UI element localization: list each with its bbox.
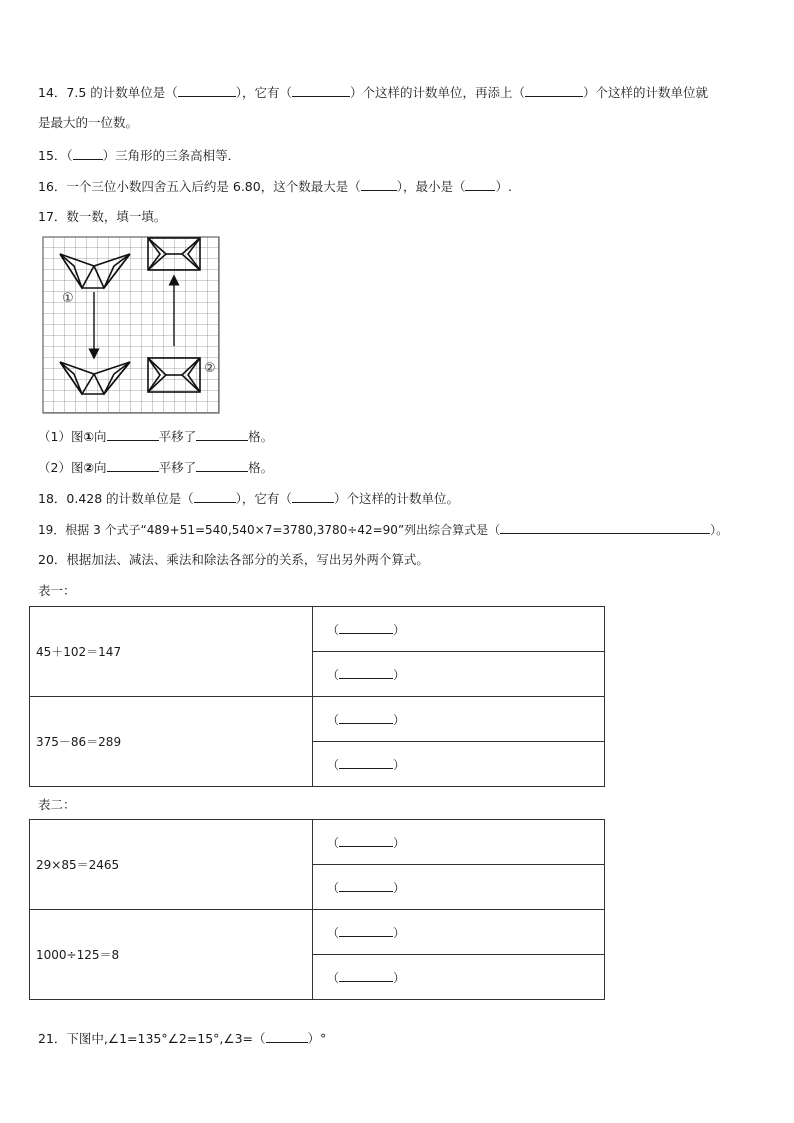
table2-answer-1a[interactable] — [313, 820, 605, 865]
table1-equation-1: 45＋102＝147 — [30, 607, 313, 697]
open-paren: （ — [327, 713, 340, 727]
q17-sub2-num: ② — [83, 460, 95, 475]
answer-blank[interactable] — [339, 878, 393, 892]
open-paren: （ — [327, 623, 340, 637]
close-paren: ） — [393, 926, 406, 940]
open-paren: （ — [327, 881, 340, 895]
answer-blank[interactable] — [339, 710, 393, 724]
question-17-sub1 — [38, 427, 273, 446]
answer-blank[interactable] — [339, 833, 393, 847]
q14-text-2: ），它有（ — [235, 85, 293, 100]
q14-text-4: ）个这样的计数单位就 — [583, 85, 709, 100]
table1-label: 表一： — [38, 583, 76, 598]
question-18 — [38, 489, 459, 508]
answer-blank[interactable] — [339, 665, 393, 679]
open-paren: （ — [327, 926, 340, 940]
question-16 — [38, 177, 512, 196]
q21-text-1: 21．下图中,∠1=135°∠2=15°,∠3=（ — [38, 1031, 266, 1046]
q16-blank-2[interactable] — [465, 177, 495, 191]
q18-blank-1[interactable] — [194, 489, 236, 503]
table2-answer-2b[interactable] — [313, 955, 605, 1000]
q19-blank-1[interactable] — [500, 520, 710, 534]
q16-blank-1[interactable] — [361, 177, 397, 191]
table2-equation-2: 1000÷125＝8 — [30, 910, 313, 1000]
answer-blank[interactable] — [339, 620, 393, 634]
q17-sub1-mid2: 平移了 — [158, 429, 197, 444]
table-1 — [29, 606, 605, 787]
close-paren: ） — [393, 836, 406, 850]
question-21 — [38, 1029, 326, 1048]
question-19 — [38, 520, 728, 539]
table2-label: 表二： — [38, 797, 76, 812]
open-paren: （ — [327, 836, 340, 850]
q17-sub1-suffix: 格。 — [248, 429, 274, 444]
table1-equation-2: 375－86＝289 — [30, 697, 313, 787]
question-14-line2: 是最大的一位数。 — [38, 115, 139, 130]
close-paren: ） — [393, 971, 406, 985]
table1-answer-2a[interactable] — [313, 697, 605, 742]
q17-sub1-blank-direction[interactable] — [107, 427, 159, 441]
q18-text-2: ），它有（ — [235, 491, 292, 506]
question-20-title: 20．根据加法、减法、乘法和除法各部分的关系，写出另外两个算式。 — [38, 552, 429, 567]
table2-answer-1b[interactable] — [313, 865, 605, 910]
close-paren: ） — [393, 881, 406, 895]
table1-answer-2b[interactable] — [313, 742, 605, 787]
q16-text-1: 16．一个三位小数四舍五入后约是 6.80，这个数最大是（ — [38, 179, 361, 194]
close-paren: ） — [393, 623, 406, 637]
q17-sub1-num: ① — [83, 429, 95, 444]
open-paren: （ — [327, 758, 340, 772]
q17-sub1-prefix: （1）图 — [38, 429, 84, 444]
q14-blank-2[interactable] — [292, 83, 350, 97]
question-15 — [38, 146, 240, 165]
open-paren: （ — [327, 971, 340, 985]
table1-answer-1b[interactable] — [313, 652, 605, 697]
translation-grid-figure — [42, 236, 220, 414]
table2-answer-2a[interactable] — [313, 910, 605, 955]
q16-text-2: ），最小是（ — [396, 179, 466, 194]
answer-blank[interactable] — [339, 968, 393, 982]
q17-sub2-blank-count[interactable] — [196, 458, 248, 472]
table-2 — [29, 819, 605, 1000]
figure-label-1: ① — [62, 291, 74, 306]
answer-blank[interactable] — [339, 755, 393, 769]
q18-text-3: ）个这样的计数单位。 — [333, 491, 459, 506]
close-paren: ） — [393, 758, 406, 772]
open-paren: （ — [327, 668, 340, 682]
q17-sub2-prefix: （2）图 — [38, 460, 84, 475]
q15-text-1: 15．（ — [38, 148, 73, 163]
q17-sub2-blank-direction[interactable] — [107, 458, 159, 472]
close-paren: ） — [393, 713, 406, 727]
q17-sub2-mid2: 平移了 — [158, 460, 197, 475]
q15-text-2: ）三角形的三条高相等． — [102, 148, 241, 163]
close-paren: ） — [393, 668, 406, 682]
q18-text-1: 18．0.428 的计数单位是（ — [38, 491, 194, 506]
question-17-title: 17．数一数，填一填。 — [38, 209, 167, 224]
answer-blank[interactable] — [339, 923, 393, 937]
q21-text-2: ）° — [307, 1031, 327, 1046]
q18-blank-2[interactable] — [292, 489, 334, 503]
q14-text-3: ）个这样的计数单位，再添上（ — [350, 85, 526, 100]
q19-text-1: 19．根据 3 个式子“489+51=540,540×7=3780,3780÷42=90”列出综合算式是（ — [38, 523, 501, 537]
table1-answer-1a[interactable] — [313, 607, 605, 652]
q17-sub2-suffix: 格。 — [248, 460, 274, 475]
table2-equation-1: 29×85＝2465 — [30, 820, 313, 910]
question-14-line1 — [38, 83, 708, 102]
q17-sub1-mid1: 向 — [94, 429, 107, 444]
q14-blank-3[interactable] — [525, 83, 583, 97]
q16-text-3: ）. — [495, 179, 512, 194]
q14-blank-1[interactable] — [178, 83, 236, 97]
q17-sub2-mid1: 向 — [94, 460, 107, 475]
q21-blank-1[interactable] — [266, 1029, 308, 1043]
q14-text-1: 14．7.5 的计数单位是（ — [38, 85, 178, 100]
q17-sub1-blank-count[interactable] — [196, 427, 248, 441]
q15-blank-1[interactable] — [73, 146, 103, 160]
question-17-sub2 — [38, 458, 273, 477]
figure-label-2: ② — [204, 361, 216, 376]
q19-text-2: ）。 — [710, 523, 729, 537]
